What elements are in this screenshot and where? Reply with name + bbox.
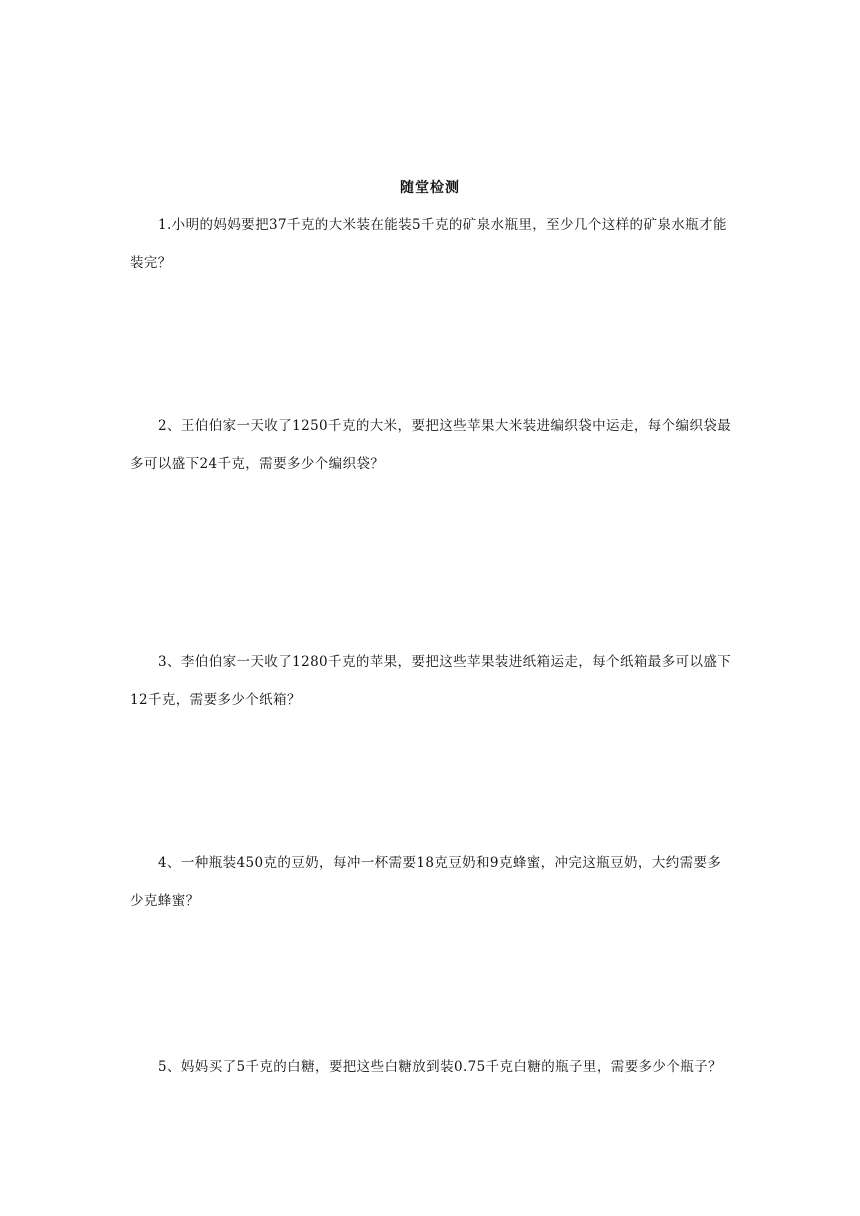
question-5: 5、妈妈买了5千克的白糖，要把这些白糖放到装0.75千克白糖的瓶子里，需要多少个瓶子？ [158, 1059, 722, 1075]
question-4: 4、一种瓶装450克的豆奶，每冲一杯需要18克豆奶和9克蜂蜜，冲完这瓶豆奶，大约需要多少克蜂蜜？ [130, 855, 722, 909]
question-2: 2、王伯伯家一天收了1250千克的大米，要把这些苹果大米装进编织袋中运走，每个编织袋最多可以盛下24千克，需要多少个编织袋？ [130, 418, 732, 472]
page-title: 随堂检测 [400, 180, 460, 196]
question-3: 3、李伯伯家一天收了1280千克的苹果，要把这些苹果装进纸箱运走，每个纸箱最多可以盛下12千克，需要多少个纸箱？ [130, 654, 732, 708]
question-1: 1.小明的妈妈要把37千克的大米装在能装5千克的矿泉水瓶里，至少几个这样的矿泉水瓶才能装完？ [130, 217, 727, 271]
